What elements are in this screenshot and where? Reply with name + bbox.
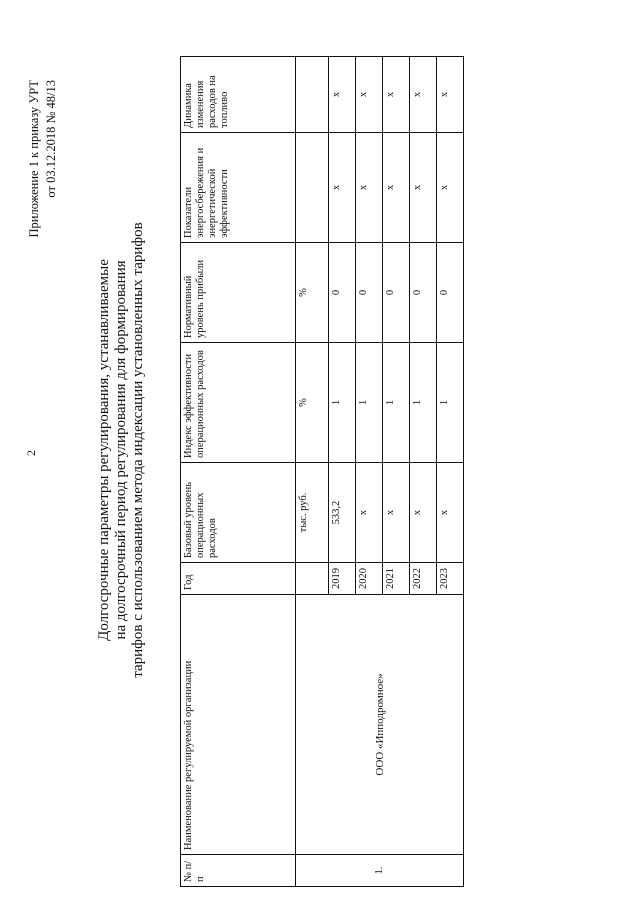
header-profit-level: Нормативный уровень прибыли	[181, 243, 296, 343]
parameters-table	[180, 56, 464, 887]
cell-base-opex: х	[383, 463, 410, 563]
unit-profit-level: %	[296, 243, 329, 343]
unit-base-opex: тыс. руб.	[296, 463, 329, 563]
cell-energy: х	[410, 133, 437, 243]
cell-profit-level: 0	[437, 243, 464, 343]
cell-base-opex: х	[410, 463, 437, 563]
cell-year: 2020	[356, 563, 383, 595]
cell-year: 2022	[410, 563, 437, 595]
cell-profit-level: 0	[329, 243, 356, 343]
cell-efficiency-index: 1	[410, 343, 437, 463]
cell-energy: х	[329, 133, 356, 243]
table-units-row	[296, 57, 329, 887]
cell-year: 2021	[383, 563, 410, 595]
appendix-reference	[26, 80, 60, 300]
cell-energy: х	[437, 133, 464, 243]
cell-year: 2019	[329, 563, 356, 595]
page-number: 2	[24, 450, 38, 456]
appendix-line-1: Приложение 1 к приказу УРТ	[27, 80, 41, 238]
appendix-line-2: от 03.12.2018 № 48/13	[44, 80, 58, 198]
unit-fuel	[296, 57, 329, 133]
unit-year	[296, 563, 329, 595]
cell-fuel: х	[329, 57, 356, 133]
unit-efficiency-index: %	[296, 343, 329, 463]
cell-efficiency-index: 1	[437, 343, 464, 463]
cell-energy: х	[356, 133, 383, 243]
header-base-opex: Базовый уровень операционных расходов	[181, 463, 296, 563]
title-line-3: тарифов с использованием метода индексации установленных тарифов	[130, 222, 146, 678]
cell-energy: х	[383, 133, 410, 243]
title-line-1: Долгосрочные параметры регулирования, устанавливаемые	[96, 259, 112, 641]
header-efficiency-index: Индекс эффективности операционных расходов	[181, 343, 296, 463]
document-title	[96, 125, 147, 775]
cell-fuel: х	[356, 57, 383, 133]
cell-profit-level: 0	[356, 243, 383, 343]
cell-fuel: х	[383, 57, 410, 133]
cell-base-opex: 533,2	[329, 463, 356, 563]
header-energy-indicators: Показатели энергосбережения и энергетической эффективности	[181, 133, 296, 243]
cell-base-opex: х	[356, 463, 383, 563]
header-year: Год	[181, 563, 296, 595]
table-header-row	[181, 57, 296, 887]
header-num: № п/п	[181, 855, 296, 887]
cell-efficiency-index: 1	[356, 343, 383, 463]
unit-energy	[296, 133, 329, 243]
cell-fuel: х	[437, 57, 464, 133]
row-number: 1.	[296, 855, 464, 887]
cell-year: 2023	[437, 563, 464, 595]
organization-name: ООО «Ипподромное»	[296, 595, 464, 855]
cell-base-opex: х	[437, 463, 464, 563]
cell-fuel: х	[410, 57, 437, 133]
cell-profit-level: 0	[410, 243, 437, 343]
title-line-2: на долгосрочный период регулирования для формирования	[113, 260, 129, 640]
header-fuel-dynamics: Динамика изменения расходов на топливо	[181, 57, 296, 133]
cell-efficiency-index: 1	[329, 343, 356, 463]
header-organization: Наименование регулируемой организации	[181, 595, 296, 855]
cell-efficiency-index: 1	[383, 343, 410, 463]
cell-profit-level: 0	[383, 243, 410, 343]
